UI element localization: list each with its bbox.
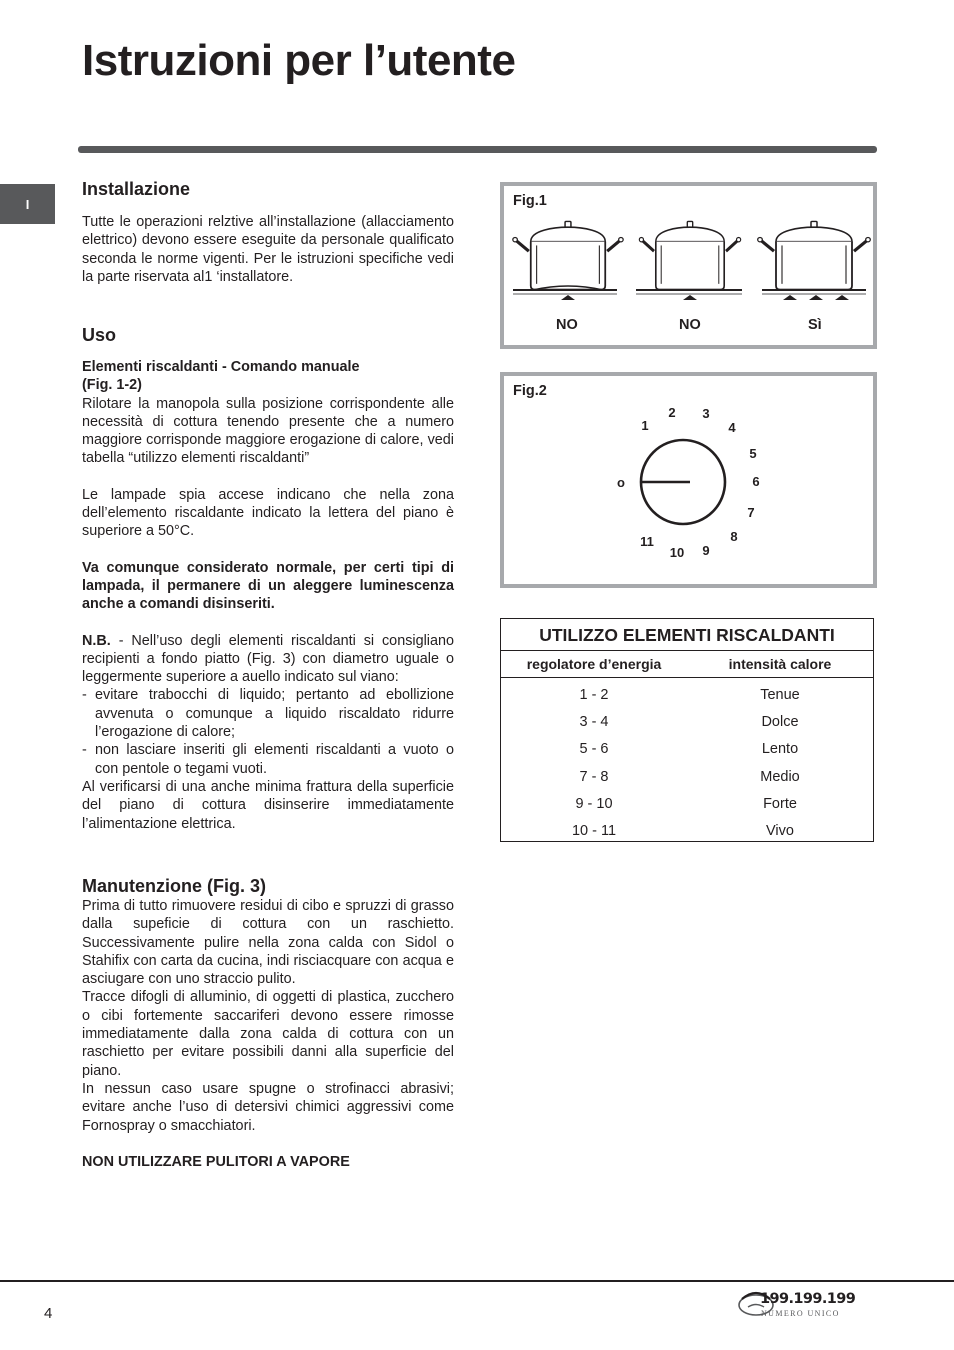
table-cell: Tenue [760,687,800,703]
uso-para2: Le lampade spia accese indicano che nella zona dell’elemento riscaldante indicato la lettera del piano è superiore a 50°C. [82,486,454,540]
uso-para1: Rilotare la manopola sulla posizione corrispondente alle necessità di cottura tenendo presente che a numero maggiore corrisponde maggiore erogazione di calore, vedi tabella “utilizzo elementi riscaldanti” [82,395,454,467]
section-installazione [82,178,454,286]
dial-label-2: 2 [668,405,676,420]
uso-para3: Va comunque considerato normale, per certi tipi di lampada, il permanere di un aleggere luminescenza anche a comandi disinseriti. [82,559,454,613]
dial-label-4: 4 [728,420,736,435]
uso-subheading-line2: (Fig. 1-2) [82,377,142,394]
table-header-intensita: intensità calore [728,656,832,672]
section-uso [82,324,454,833]
uso-para4: Al verificarsi di una anche minima frattura della superficie del piano di cottura disinserire immediatamente l’alimentazione elettrica. [82,778,454,832]
page-number: 4 [44,1305,53,1322]
manutenzione-para3: In nessun caso usare spugne o strofinacci abrasivi; evitare anche l’uso di detersivi chimici aggressivi come Fornospray o smacchiatori. [82,1080,454,1134]
figure-2 [500,372,877,588]
dial-label-10: 10 [669,545,685,560]
table-row [501,682,873,709]
dial-label-7: 7 [747,505,755,520]
top-divider [78,146,877,153]
heating-table [500,618,874,842]
dial-label-11: 11 [640,534,654,549]
table-cell: 5 - 6 [579,741,609,758]
table-row [501,791,873,818]
manutenzione-para1: Prima di tutto rimuovere residui di cibo e spruzzi di grasso dalla supeficie di cottura con un raschietto. Successivamente pulire nella zona calda con Sidol o Stahifix con carta da cucina, indi risciacquare con acqua e asciugare con uno straccio pulito. [82,898,454,988]
logo-subtitle: NUMERO UNICO [761,1309,840,1318]
nb-label: N.B. [82,632,111,649]
pot-no-1 [513,221,623,300]
table-header-regolatore: regolatore d’energia [526,656,662,672]
pot-no-2 [636,221,742,300]
dial-label-5: 5 [749,446,757,461]
pot-label-2: NO [679,317,701,333]
table-cell: Dolce [761,714,799,731]
uso-heading: Uso [82,325,117,345]
dial-label-1: 1 [641,418,649,433]
table-cell: 3 - 4 [579,714,609,731]
list-item: - non lasciare inseriti gli elementi riscaldanti a vuoto o con pentole o tegami vuoti. [82,741,454,778]
table-cell: Medio [760,768,800,785]
pot-label-1: NO [556,317,578,333]
manutenzione-heading: Manutenzione (Fig. 3) [82,876,266,896]
table-cell: 9 - 10 [575,795,613,812]
pot-si [758,221,871,300]
logo-number: 199.199.199 [760,1291,856,1307]
table-cell: Lento [761,741,799,758]
table-body [501,678,873,845]
manutenzione-para2: Tracce difogli di alluminio, di oggetti di plastica, zucchero o cibi fortemente saccariferi devono essere rimosse immediatamente dalla zona calda di cottura con un raschietto per evitare possibili danni alla superficie del piano. [82,989,454,1079]
table-cell: Forte [763,795,797,812]
uso-subheading-line1: Elementi riscaldanti - Comando manuale [82,359,360,375]
table-row [501,736,873,763]
dial-label-3: 3 [702,406,710,421]
service-number-logo [736,1285,876,1321]
fig2-label: Fig.2 [513,383,547,399]
dial-label-8: 8 [730,529,738,544]
table-cell: 1 - 2 [579,687,609,703]
table-title: UTILIZZO ELEMENTI RISCALDANTI [501,619,873,651]
uso-subheading [82,358,454,395]
list-item: - evitare trabocchi di liquido; pertanto ad ebollizione avvenuta o comunque a liquido riscaldato ridurre l’erogazione di calore; [82,686,454,741]
uso-nb [82,632,454,687]
dial-label-9: 9 [702,543,710,558]
nb-text: - Nell’uso degli elementi riscaldanti si consigliano recipienti a fondo piatto (Fig. 3) con diametro uguale o leggermente superiore a auello indicato sul viano: [82,632,454,686]
table-header [501,651,873,678]
table-cell: 10 - 11 [571,822,617,839]
language-tab: I [0,184,55,224]
installazione-heading: Installazione [82,179,191,199]
section-manutenzione [82,875,454,1171]
page-title: Istruzioni per l’utente [82,36,516,85]
fig1-label: Fig.1 [513,193,547,209]
pot-label-3: Sì [808,317,822,333]
dial-illustration [504,376,873,584]
dial-label-0: o [617,475,625,490]
manutenzione-warning: NON UTILIZZARE PULITORI A VAPORE [82,1153,350,1170]
table-row [501,709,873,736]
table-row [501,818,873,845]
installazione-text: Tutte le operazioni relztive all’installazione (allacciamento elettrico) devono essere eseguite da personale qualificato seconda le norme vigenti. Per le istruzioni specifiche vedi la parte riservata al1 ‘installatore. [82,214,454,285]
table-cell: Vivo [766,822,794,839]
bottom-divider [0,1280,954,1282]
table-row [501,764,873,791]
table-cell: 7 - 8 [579,768,609,785]
dial-label-6: 6 [752,474,760,489]
uso-list [82,686,454,777]
figure-1 [500,182,877,349]
